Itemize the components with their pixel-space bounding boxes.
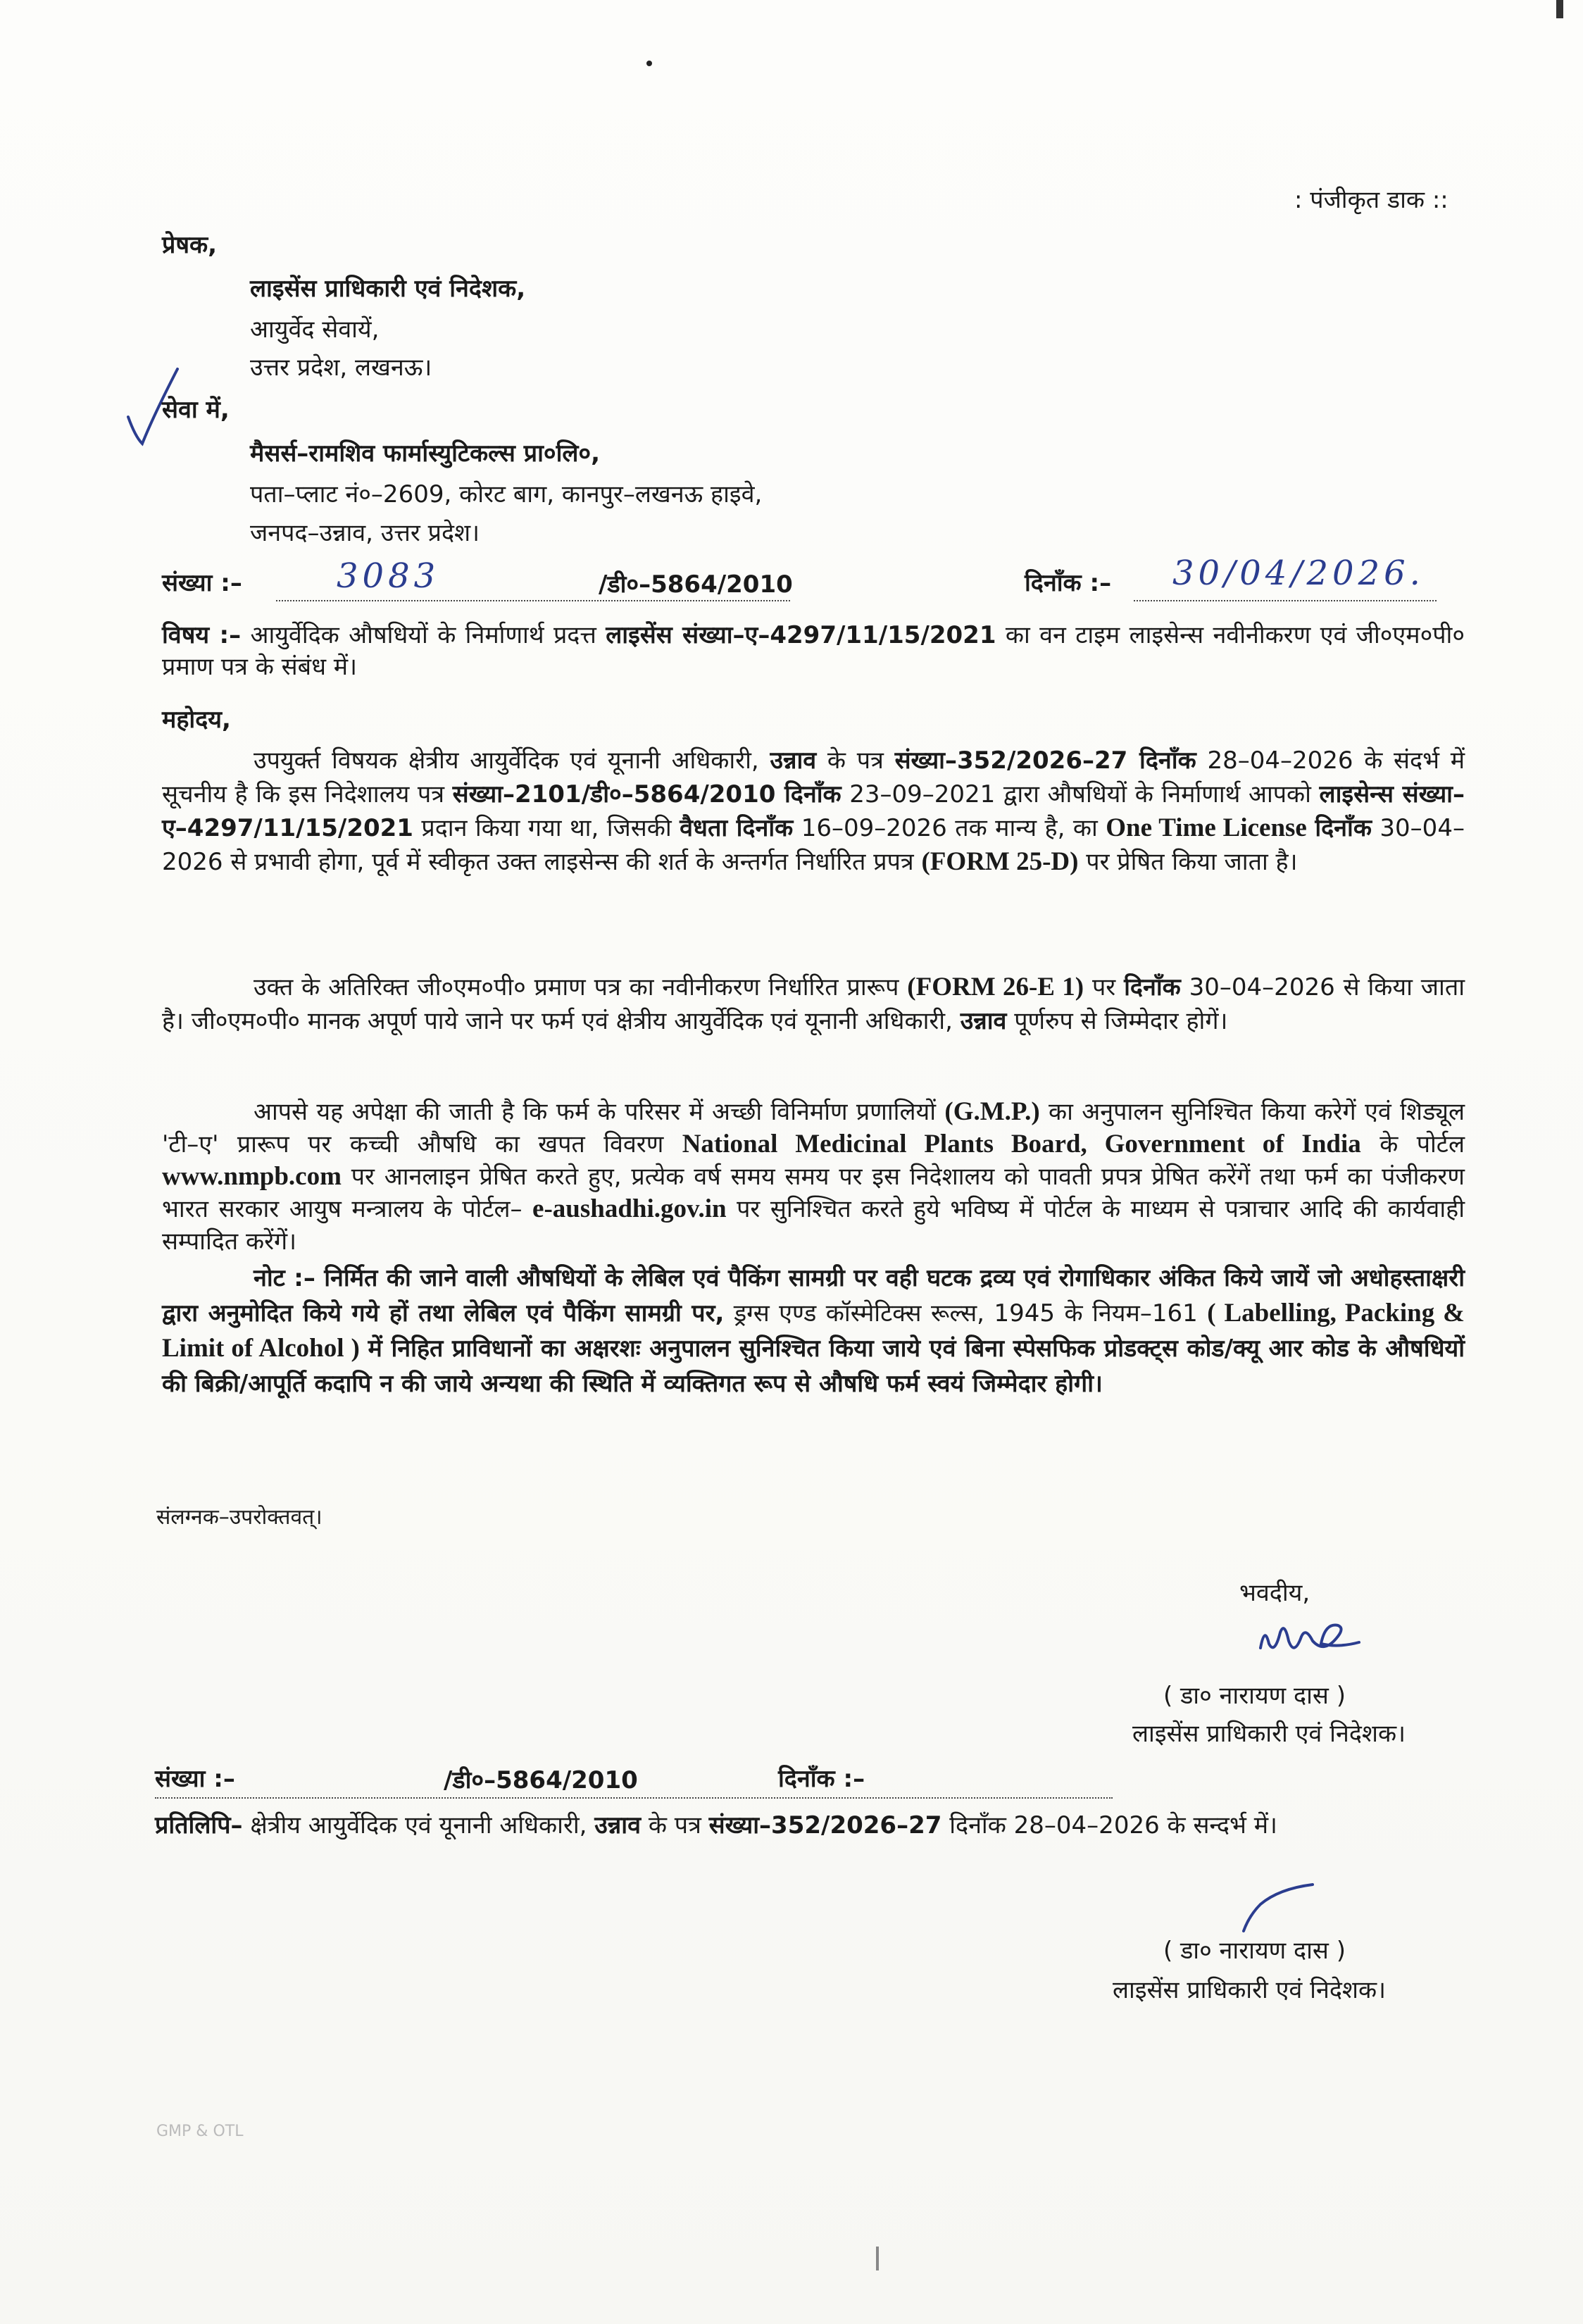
p1-b3: संख्या–2101/डी०–5864/2010 दिनाँक: [452, 780, 841, 808]
copy-s3: दिनाँक 28–04–2026 के सन्दर्भ में।: [949, 1811, 1277, 1839]
subject-block: [162, 620, 1465, 683]
signatory-designation: लाइसेंस प्राधिकारी एवं निदेशक।: [1132, 1720, 1406, 1748]
p3-s5: पर सुनिश्चित करते हुये भविष्य में पोर्टल के माध्यम से पत्राचार आदि की कार्यवाही सम्पादित करेंगें।: [162, 1195, 1465, 1256]
p1-b6: दिनाँक: [1315, 814, 1372, 842]
subject-text-part1: आयुर्वेदिक औषधियों के निर्माणार्थ प्रदत्त: [250, 621, 596, 649]
sender-label: प्रेषक,: [162, 231, 218, 259]
signatory-name: ( डा० नारायण दास ): [1163, 1682, 1346, 1710]
signatory2-name: ( डा० नारायण दास ): [1163, 1937, 1346, 1965]
paragraph-3: [162, 1096, 1465, 1258]
note-s1: ड्रग्स एण्ड कॉस्मेटिक्स रूल्स, 1945 के नियम–161: [733, 1299, 1198, 1327]
reference-number-handwritten: 3083: [337, 556, 440, 596]
p3-s4: पर आनलाइन प्रेषित करते हुए, प्रत्येक वर्ष समय समय पर इस निदेशालय को पावती प्रपत्र प्रेषित करेंगें तथा फर्म का पंजीकरण भारत सरकार आयुष मन्त्रालय के पोर्टल–: [162, 1163, 1465, 1223]
p2-s4: पूर्णरुप से जिम्मेदार होगें।: [1014, 1007, 1228, 1035]
p3-s1: आपसे यह अपेक्षा की जाती है कि फर्म के परिसर में अच्छी विनिर्माण प्रणालियों: [254, 1098, 937, 1126]
copy-dotted-rule: [155, 1797, 1113, 1799]
p3-nmpb-name: National Medicinal Plants Board, Government of India: [682, 1130, 1361, 1158]
copy-label: प्रतिलिपि–: [155, 1811, 243, 1839]
p2-s1: उक्त के अतिरिक्त जी०एम०पी० प्रमाण पत्र का नवीनीकरण निर्धारित प्रारूप: [254, 973, 899, 1001]
copy-s2: के पत्र: [648, 1811, 701, 1839]
recipient-line2: पता–प्लाट नं०–2609, कोरट बाग, कानपुर–लखनऊ हाइवे,: [250, 480, 763, 508]
paragraph-2: [162, 970, 1465, 1038]
copy-number-label: संख्या :–: [155, 1765, 235, 1793]
note-b1: नोट :– निर्मित की जाने वाली औषधियों के लेबिल एवं पैकिंग सामग्री पर वही घटक द्रव्य एवं रोगाधिकार अंकित किये जायें जो अधोहस्ताक्षरी द्वारा अनुमोदित किये गये हों तथा लेबिल एवं पैकिंग सामग्री पर,: [162, 1264, 1465, 1327]
subject-license-number: लाइसेंस संख्या–ए–4297/11/15/2021: [606, 621, 996, 649]
subject-text-part2: का वन टाइम लाइसेन्स नवीनीकरण एवं जी०एम०पी० प्रमाण पत्र के संबंध में।: [162, 621, 1465, 681]
sender-line2: आयुर्वेद सेवायें,: [250, 316, 380, 344]
enclosure: संलग्नक–उपरोक्तवत्।: [156, 1505, 323, 1530]
copy-s1: क्षेत्रीय आयुर्वेदिक एवं यूनानी अधिकारी,: [250, 1811, 587, 1839]
note-labelling-rule: ( Labelling, Packing & Limit of Alcohol ): [162, 1299, 1465, 1363]
p1-s1: उपयुर्क्त विषयक क्षेत्रीय आयुर्वेदिक एवं यूनानी अधिकारी,: [254, 746, 759, 775]
p1-s7: 30–04–2026 से प्रभावी होगा, पूर्व में स्वीकृत उक्त लाइसेन्स की शर्त के अन्तर्गत निर्धारित प्रपत्र: [162, 814, 1465, 876]
p1-b4: लाइसेन्स संख्या–ए–4297/11/15/2021: [162, 780, 1465, 842]
registered-post-label: : पंजीकृत डाक ::: [1294, 186, 1449, 214]
note-block: [162, 1261, 1465, 1401]
closing: भवदीय,: [1239, 1579, 1310, 1607]
p1-s2: के पत्र: [827, 746, 884, 775]
p1-s3: 28–04–2026 के संदर्भ में सूचनीय है कि इस निदेशालय पत्र: [162, 746, 1465, 808]
copy-line: [155, 1810, 1277, 1841]
recipient-label: सेवा में,: [162, 396, 230, 424]
p3-eaushadhi-url: e-aushadhi.gov.in: [532, 1194, 727, 1223]
signatory2-designation: लाइसेंस प्राधिकारी एवं निदेशक।: [1113, 1976, 1386, 2004]
p2-form-26e1: (FORM 26-E 1): [907, 973, 1084, 1001]
reference-date-handwritten: 30/04/2026.: [1172, 554, 1425, 593]
copy-b2: संख्या–352/2026–27: [708, 1811, 942, 1839]
p2-s3: 30–04–2026 से किया जाता है। जी०एम०पी० मानक अपूर्ण पाये जाने पर फर्म एवं क्षेत्रीय आयुर्वेदिक एवं यूनानी अधिकारी,: [162, 973, 1465, 1035]
copy-date-label: दिनाँक :–: [778, 1765, 865, 1793]
footer-mark: GMP & OTL: [156, 2123, 244, 2140]
p2-b2: उन्नाव: [960, 1007, 1007, 1035]
handwritten-initial: [1239, 1880, 1317, 1937]
p1-b1: उन्नाव: [770, 746, 817, 775]
p1-b2: संख्या–352/2026–27 दिनाँक: [894, 746, 1196, 775]
p3-s2: का अनुपालन सुनिश्चित किया करेगें एवं शिड्यूल 'टी–ए' प्रारूप पर कच्ची औषधि का खपत विवरण: [162, 1098, 1465, 1158]
paragraph-1: [162, 744, 1465, 879]
copy-file-number: /डी०–5864/2010: [444, 1766, 638, 1794]
p1-s5: प्रदान किया गया था, जिसकी: [421, 814, 672, 842]
p3-s3: के पोर्टल: [1379, 1130, 1465, 1158]
copy-b1: उन्नाव: [594, 1811, 642, 1839]
p1-s6: 16–09–2026 तक मान्य है, का: [801, 814, 1098, 842]
sender-line3: उत्तर प्रदेश, लखनऊ।: [250, 354, 432, 382]
note-b2: में निहित प्राविधानों का अक्षरशः अनुपालन सुनिश्चित किया जाये एवं बिना स्पेसफिक प्रोडक्ट्स कोड/क्यू आर कोड के औषधियों की बिक्री/आपूर्ति कदापि न की जाये अन्यथा की स्थिति में व्यक्तिगत रूप से औषधि फर्म स्वयं जिम्मेदार होगी।: [162, 1335, 1465, 1398]
p2-s2: पर: [1092, 973, 1116, 1001]
p1-one-time-license: One Time License: [1106, 813, 1307, 842]
p1-s8: पर प्रेषित किया जाता है।: [1086, 848, 1298, 876]
p1-s4: 23–09–2021 द्वारा औषधियों के निर्माणार्थ आपको: [849, 780, 1311, 808]
p3-nmpb-url: www.nmpb.com: [162, 1162, 342, 1191]
subject-label: विषय :–: [162, 621, 242, 649]
reference-number-label: संख्या :–: [162, 569, 242, 597]
sender-line1: लाइसेंस प्राधिकारी एवं निदेशक,: [250, 275, 526, 303]
salutation: महोदय,: [162, 706, 231, 734]
scan-dot: [646, 61, 652, 66]
date-dotted-rule: [1134, 600, 1437, 601]
handwritten-signature: [1253, 1613, 1366, 1669]
p2-b1: दिनाँक: [1124, 973, 1181, 1001]
scan-edge-mark: [1556, 0, 1563, 18]
reference-dotted-rule: [276, 600, 790, 601]
p1-b5: वैधता दिनाँक: [680, 814, 794, 842]
recipient-line1: मैसर्स–रामशिव फार्मास्युटिकल्स प्रा०लि०,: [250, 439, 601, 468]
scan-bottom-mark: [876, 2247, 879, 2270]
recipient-line3: जनपद–उन्नाव, उत्तर प्रदेश।: [250, 519, 480, 547]
reference-date-label: दिनाँक :–: [1025, 569, 1112, 597]
reference-file-number: /डी०–5864/2010: [599, 570, 793, 599]
p1-form-25d: (FORM 25-D): [921, 847, 1079, 876]
p3-gmp: (G.M.P.): [944, 1097, 1040, 1126]
